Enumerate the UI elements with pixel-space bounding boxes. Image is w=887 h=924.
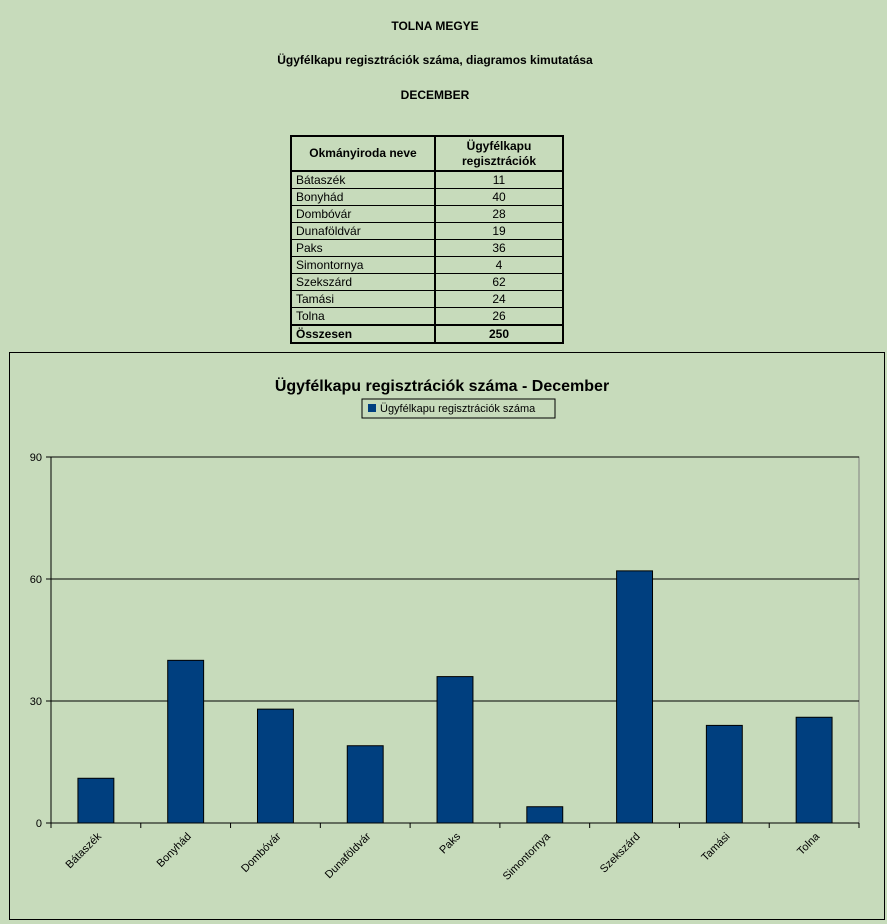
table-row bbox=[291, 291, 563, 308]
table-row bbox=[291, 171, 563, 189]
x-tick-label: Bonyhád bbox=[154, 830, 194, 870]
registration-count-cell: 4 bbox=[435, 257, 563, 274]
table-row bbox=[291, 223, 563, 240]
legend-label: Ügyfélkapu regisztrációk száma bbox=[380, 403, 536, 415]
bar-chart bbox=[10, 353, 884, 919]
bar-tamási bbox=[706, 725, 742, 823]
office-name-cell: Bonyhád bbox=[291, 189, 435, 206]
office-name-cell: Szekszárd bbox=[291, 274, 435, 291]
table-row bbox=[291, 240, 563, 257]
bar-szekszárd bbox=[617, 571, 653, 823]
registration-count-cell: 62 bbox=[435, 274, 563, 291]
bar-dunaföldvár bbox=[347, 746, 383, 823]
chart-title: Ügyfélkapu regisztrációk száma - December bbox=[274, 378, 610, 395]
bar-dombóvár bbox=[257, 709, 293, 823]
x-tick-label: Simontornya bbox=[500, 830, 553, 883]
registration-count-cell: 11 bbox=[435, 171, 563, 189]
column-header-office: Okmányiroda neve bbox=[291, 136, 435, 171]
office-name-cell: Dunaföldvár bbox=[291, 223, 435, 240]
y-tick-label: 60 bbox=[29, 574, 42, 586]
x-tick-label: Tolna bbox=[795, 830, 823, 858]
bar-bátaszék bbox=[78, 778, 114, 823]
bar-simontornya bbox=[527, 807, 563, 823]
registration-count-cell: 40 bbox=[435, 189, 563, 206]
table-header-row bbox=[291, 136, 563, 171]
y-tick-label: 30 bbox=[29, 696, 42, 708]
registration-count-cell: 26 bbox=[435, 308, 563, 326]
registration-count-cell: 19 bbox=[435, 223, 563, 240]
x-tick-label: Paks bbox=[437, 830, 464, 857]
table-row bbox=[291, 308, 563, 326]
x-tick-label: Tamási bbox=[699, 830, 733, 864]
bar-paks bbox=[437, 677, 473, 823]
y-tick-label: 0 bbox=[35, 818, 42, 830]
chart-area bbox=[9, 352, 885, 920]
table-row bbox=[291, 189, 563, 206]
column-header-registrations: Ügyfélkapu regisztrációk bbox=[435, 136, 563, 171]
registration-count-cell: 28 bbox=[435, 206, 563, 223]
x-tick-label: Dunaföldvár bbox=[322, 830, 374, 882]
bar-bonyhád bbox=[168, 660, 204, 823]
table-row bbox=[291, 257, 563, 274]
county-title: TOLNA MEGYE bbox=[391, 19, 479, 33]
month-title: DECEMBER bbox=[400, 88, 470, 102]
bar-tolna bbox=[796, 717, 832, 823]
office-name-cell: Simontornya bbox=[291, 257, 435, 274]
legend bbox=[362, 399, 555, 418]
summary-table bbox=[290, 135, 564, 344]
report-subtitle: Ügyfélkapu regisztrációk száma, diagramos kimutatása bbox=[277, 53, 593, 67]
office-name-cell: Paks bbox=[291, 240, 435, 257]
y-tick-label: 90 bbox=[29, 452, 42, 464]
x-tick-label: Szekszárd bbox=[597, 830, 643, 876]
table-row bbox=[291, 206, 563, 223]
total-value: 250 bbox=[435, 325, 563, 343]
office-name-cell: Bátaszék bbox=[291, 171, 435, 189]
legend-swatch bbox=[368, 404, 376, 412]
table-row bbox=[291, 274, 563, 291]
office-name-cell: Tolna bbox=[291, 308, 435, 326]
total-label: Összesen bbox=[291, 325, 435, 343]
x-tick-label: Bátaszék bbox=[63, 830, 105, 872]
office-name-cell: Tamási bbox=[291, 291, 435, 308]
x-tick-label: Dombóvár bbox=[239, 830, 284, 876]
registration-count-cell: 36 bbox=[435, 240, 563, 257]
registration-count-cell: 24 bbox=[435, 291, 563, 308]
office-name-cell: Dombóvár bbox=[291, 206, 435, 223]
total-row bbox=[291, 325, 563, 343]
